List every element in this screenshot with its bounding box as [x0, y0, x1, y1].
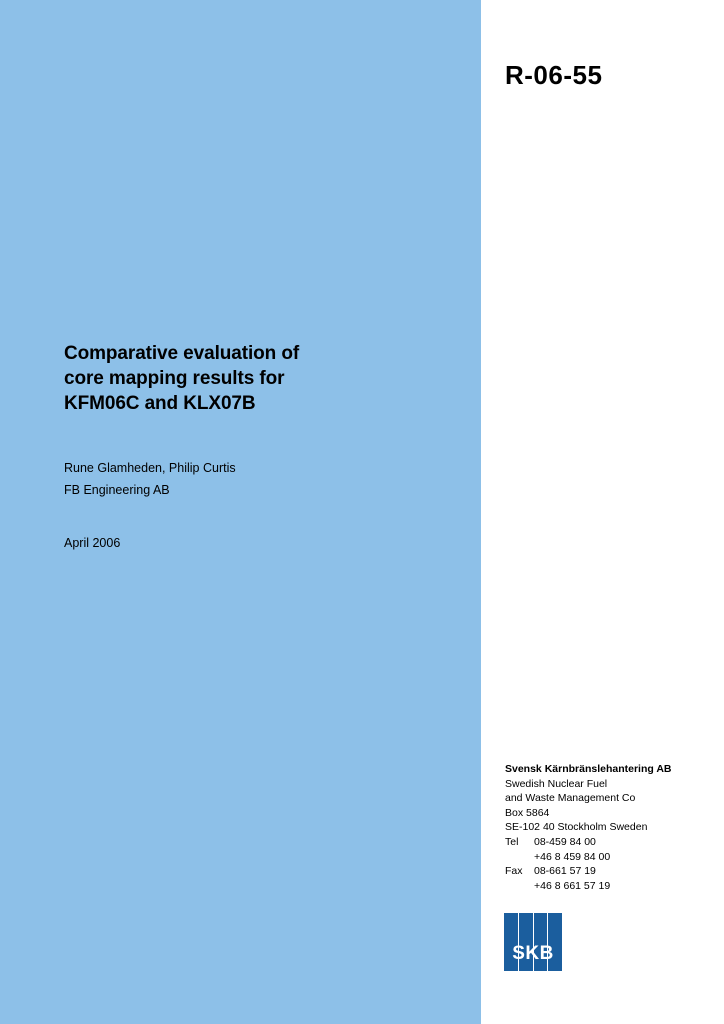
- tel-label: Tel: [505, 835, 519, 848]
- author-affiliation: FB Engineering AB: [64, 483, 170, 497]
- author-names: Rune Glamheden, Philip Curtis: [64, 461, 236, 475]
- fax-label: Fax: [505, 865, 523, 878]
- publisher-fax: [505, 864, 715, 879]
- publisher-telephone: [505, 835, 715, 850]
- fax-value: 08-661 57 19: [534, 865, 596, 878]
- publisher-line-2: Swedish Nuclear Fuel: [505, 777, 608, 790]
- skb-logo: [504, 913, 562, 971]
- publisher-telephone-international: +46 8 459 84 00: [534, 850, 611, 863]
- page-title: [64, 341, 444, 416]
- tel-value: 08-459 84 00: [534, 835, 596, 848]
- publisher-line-3: and Waste Management Co: [505, 792, 636, 805]
- title-block: [64, 341, 444, 416]
- publisher-organization: Svensk Kärnbränslehantering AB: [505, 763, 672, 775]
- publication-date: April 2006: [64, 536, 121, 550]
- publisher-fax-international: +46 8 661 57 19: [534, 879, 611, 892]
- title-line-3: KFM06C and KLX07B: [64, 393, 256, 414]
- publisher-address: SE-102 40 Stockholm Sweden: [505, 821, 648, 834]
- authors-block: [64, 457, 464, 501]
- logo-text: SKB: [512, 943, 554, 964]
- publisher-block: [505, 762, 715, 893]
- title-line-1: Comparative evaluation of: [64, 343, 300, 364]
- publisher-box: Box 5864: [505, 806, 550, 819]
- report-number: R-06-55: [505, 60, 603, 90]
- title-line-2: core mapping results for: [64, 368, 285, 389]
